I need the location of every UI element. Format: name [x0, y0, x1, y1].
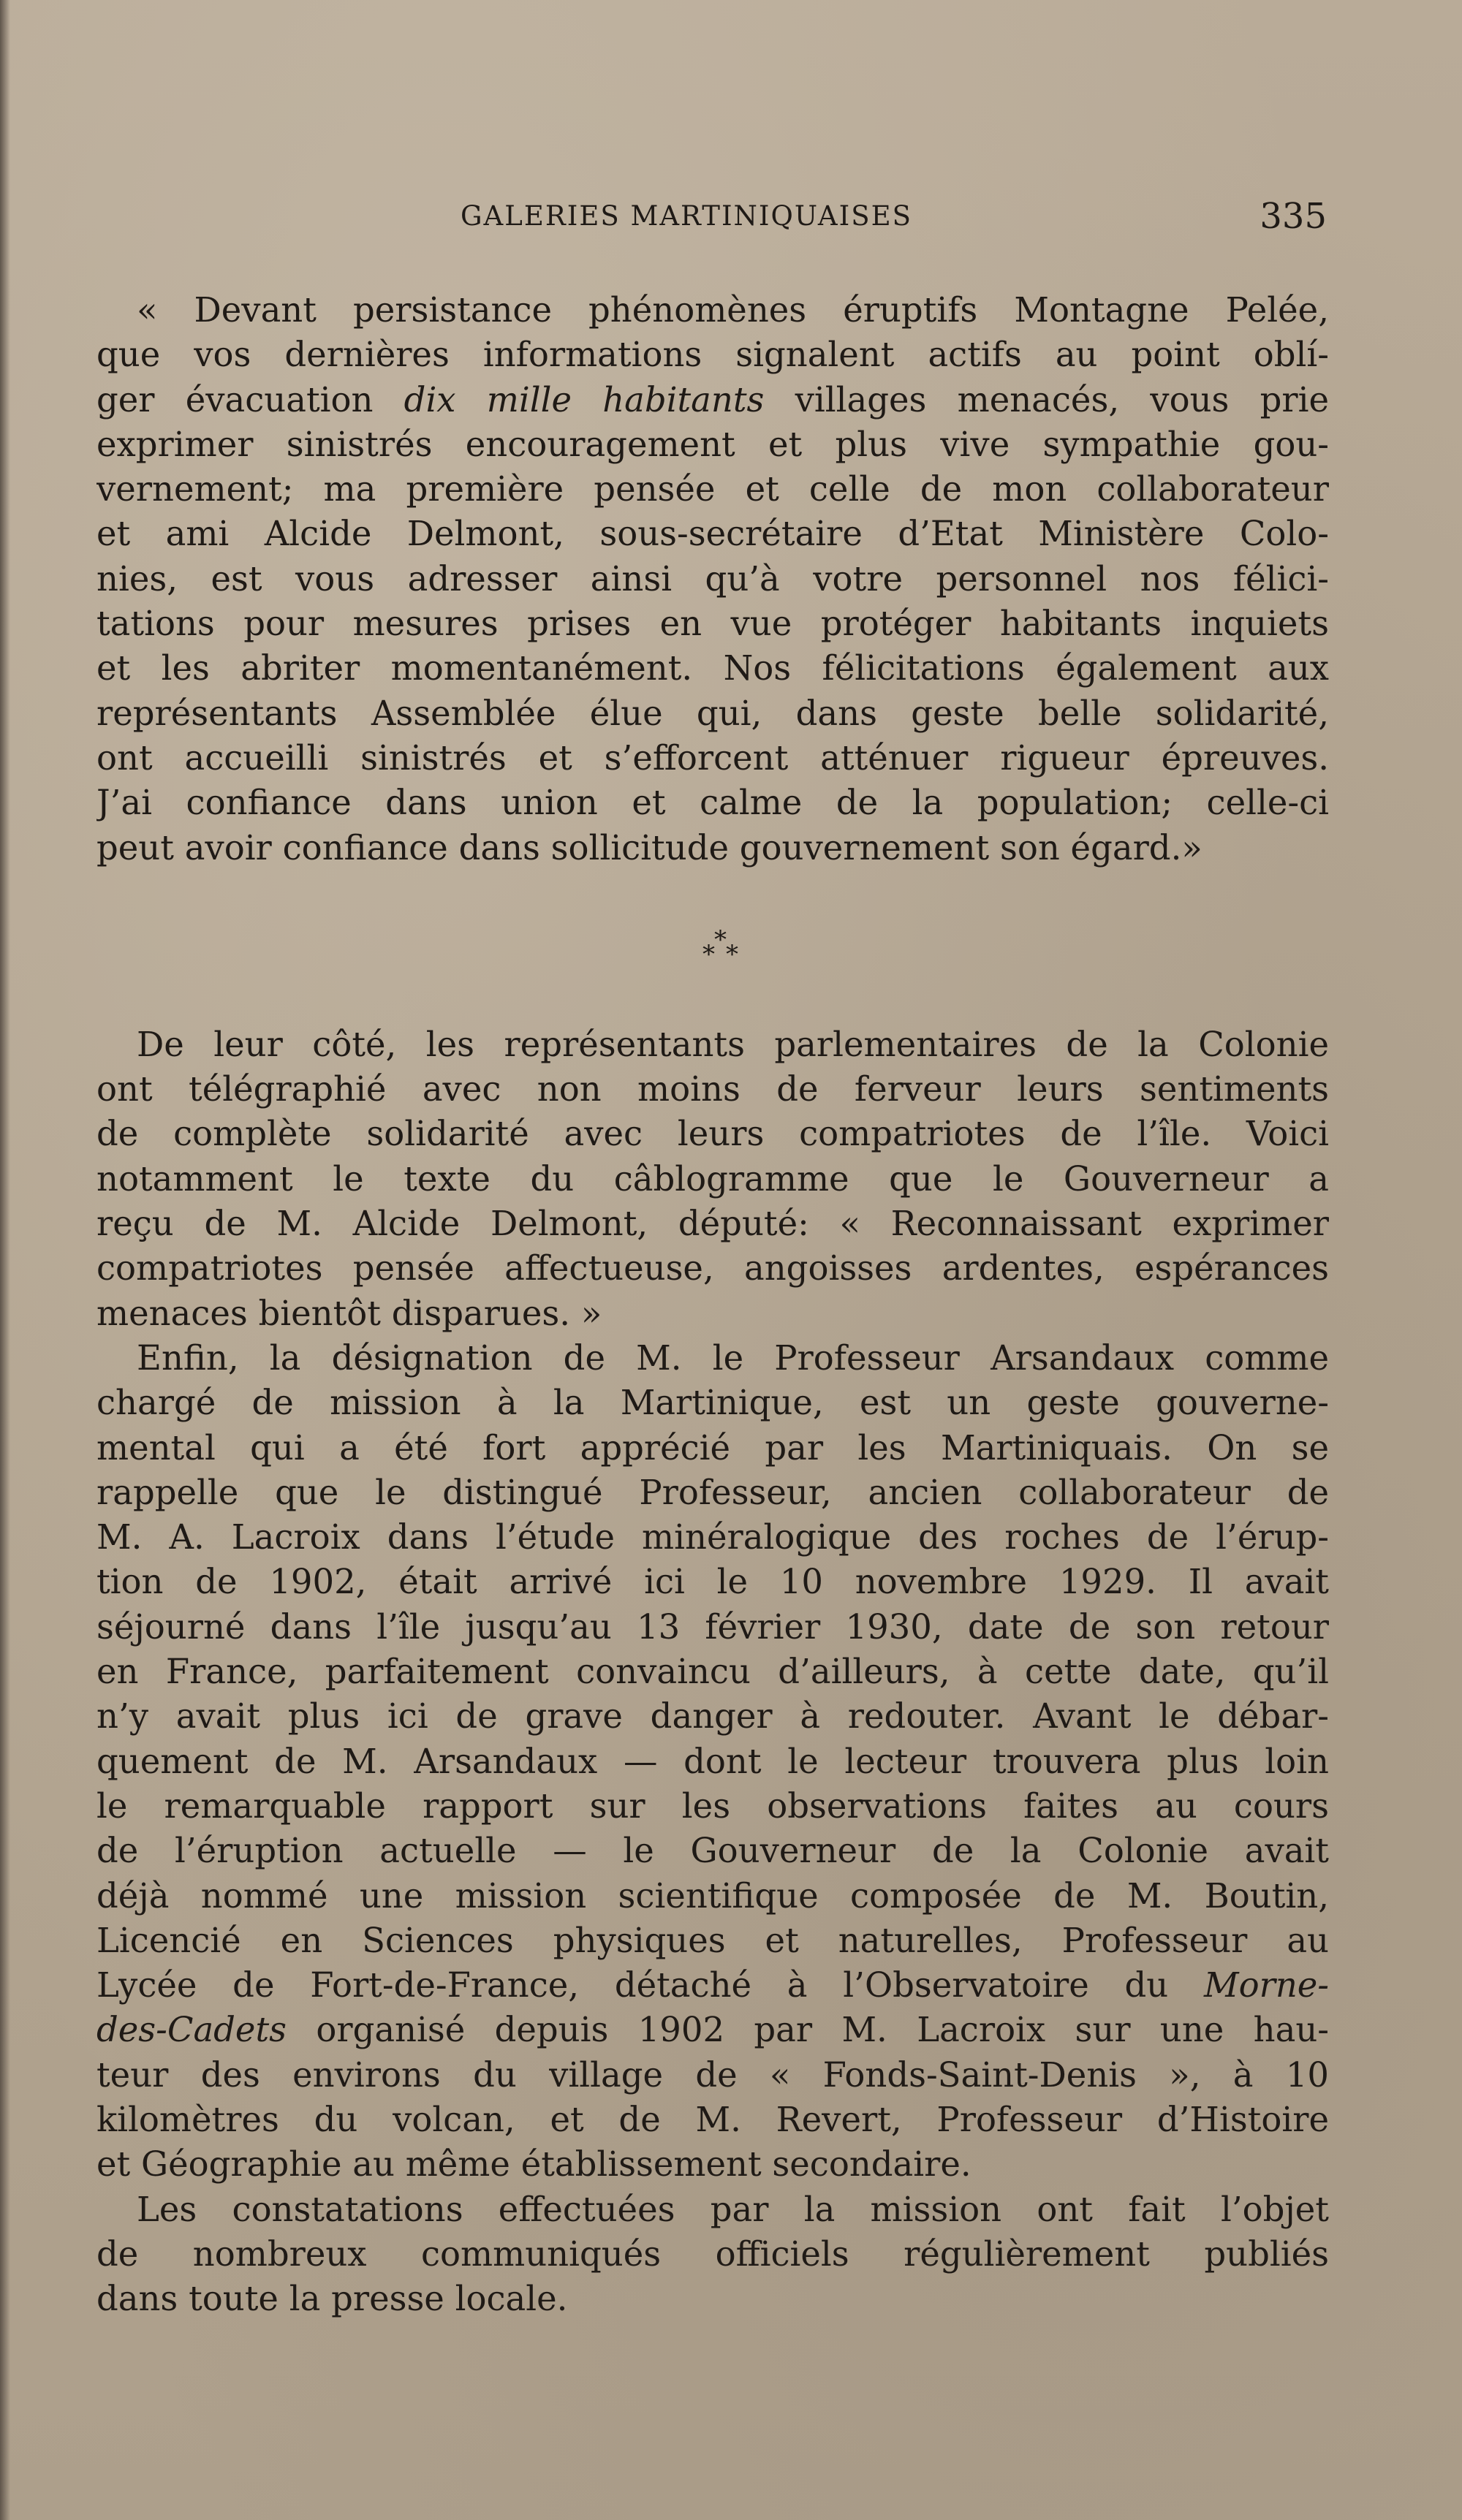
text-line: et ami Alcide Delmont, sous-secrétaire d’Etat Ministère Colo-	[96, 514, 1329, 554]
text-span: organisé depuis 1902 par M. Lacroix sur une hau-	[287, 2010, 1329, 2050]
text-line: peut avoir confiance dans sollicitude gouvernement son égard.»	[96, 827, 1202, 868]
text-line: tations pour mesures prises en vue protéger habitants inquiets	[96, 604, 1329, 644]
text-line: rappelle que le distingué Professeur, ancien collaborateur de	[96, 1472, 1329, 1512]
text-line: reçu de M. Alcide Delmont, député: « Reconnaissant exprimer	[96, 1204, 1329, 1244]
text-line: chargé de mission à la Martinique, est un geste gouverne-	[96, 1383, 1329, 1423]
paragraph-findings	[96, 2187, 1329, 2322]
text-line: n’y avait plus ici de grave danger à redouter. Avant le débar-	[96, 1696, 1329, 1737]
asterisk: *	[726, 939, 738, 969]
text-line: ont télégraphié avec non moins de ferveur leurs sentiments	[96, 1069, 1329, 1109]
text-span: ger évacuation	[96, 379, 404, 420]
page-edge-shadow	[0, 0, 10, 2520]
text-line: De leur côté, les représentants parlementaires de la Colonie	[137, 1024, 1329, 1064]
text-line: en France, parfaitement convaincu d’ailleurs, à cette date, qu’il	[96, 1652, 1329, 1692]
text-line: séjourné dans l’île jusqu’au 13 février 1930, date de son retour	[96, 1606, 1329, 1647]
text-line	[96, 1963, 1329, 2008]
text-line: le remarquable rapport sur les observations faites au cours	[96, 1785, 1329, 1826]
text-line: mental qui a été fort apprécié par les Martiniquais. On se	[96, 1427, 1329, 1468]
text-line: M. A. Lacroix dans l’étude minéralogique des roches de l’érup-	[96, 1517, 1329, 1557]
text-line	[96, 2008, 1329, 2052]
text-line: de complète solidarité avec leurs compatriotes de l’île. Voici	[96, 1114, 1329, 1154]
text-line: de l’éruption actuelle — le Gouverneur de la Colonie avait	[96, 1831, 1329, 1871]
text-line: et Géographie au même établissement secondaire.	[96, 2144, 971, 2185]
italic-text: dix mille habitants	[404, 379, 765, 420]
running-title: GALERIES MARTINIQUAISES	[461, 200, 912, 232]
page-number: 335	[1260, 196, 1327, 237]
section-separator	[96, 870, 1329, 1022]
text-span: villages menacés, vous prie	[764, 379, 1329, 420]
page-header	[461, 196, 1327, 240]
text-line: notamment le texte du câblogramme que le Gouverneur a	[96, 1158, 1329, 1199]
text-line: Licencié en Sciences physiques et naturelles, Professeur au	[96, 1920, 1329, 1960]
body-text	[96, 288, 1329, 2321]
text-span: Lycée de Fort-de-France, détaché à l’Observatoire du	[96, 1965, 1204, 2005]
text-line: kilomètres du volcan, et de M. Revert, Professeur d’Histoire	[96, 2099, 1329, 2139]
asterisk: *	[702, 939, 715, 969]
asterism-icon	[698, 927, 757, 971]
text-line: nies, est vous adresser ainsi qu’à votre personnel nos félici-	[96, 558, 1329, 599]
text-line: de nombreux communiqués officiels régulièrement publiés	[96, 2234, 1329, 2274]
text-line: déjà nommé une mission scientifique composée de M. Boutin,	[96, 1875, 1329, 1916]
paragraph-arsandaux-mission	[96, 1336, 1329, 2187]
text-line: vernement; ma première pensée et celle de mon collaborateur	[96, 469, 1329, 509]
italic-text: des-Cadets	[96, 2010, 287, 2050]
asterisk: *	[714, 925, 727, 955]
text-line: Enfin, la désignation de M. le Professeur Arsandaux comme	[137, 1337, 1329, 1378]
telegram-quote-paragraph	[96, 288, 1329, 870]
italic-text: Morne-	[1203, 1965, 1329, 2005]
text-line: quement de M. Arsandaux — dont le lecteur trouvera plus loin	[96, 1741, 1329, 1781]
text-line: dans toute la presse locale.	[96, 2279, 568, 2319]
text-line: « Devant persistance phénomènes éruptifs Montagne Pelée,	[137, 290, 1329, 330]
text-line: teur des environs du village de « Fonds-Saint-Denis », à 10	[96, 2054, 1329, 2095]
text-line: menaces bientôt disparues. »	[96, 1293, 602, 1333]
text-line	[96, 378, 1329, 422]
text-line: exprimer sinistrés encouragement et plus vive sympathie gou-	[96, 424, 1329, 464]
text-line: que vos dernières informations signalent actifs au point oblí-	[96, 335, 1329, 375]
text-line: ont accueilli sinistrés et s’efforcent atténuer rigueur épreuves.	[96, 737, 1329, 778]
text-line: tion de 1902, était arrivé ici le 10 novembre 1929. Il avait	[96, 1562, 1329, 1602]
text-line: J’ai confiance dans union et calme de la population; celle-ci	[96, 783, 1329, 823]
text-line: Les constatations effectuées par la mission ont fait l’objet	[137, 2189, 1329, 2229]
text-line: et les abriter momentanément. Nos félicitations également aux	[96, 648, 1329, 688]
text-line: compatriotes pensée affectueuse, angoisses ardentes, espérances	[96, 1248, 1329, 1289]
paragraph-representatives	[96, 1022, 1329, 1336]
text-line: représentants Assemblée élue qui, dans geste belle solidarité,	[96, 693, 1329, 733]
